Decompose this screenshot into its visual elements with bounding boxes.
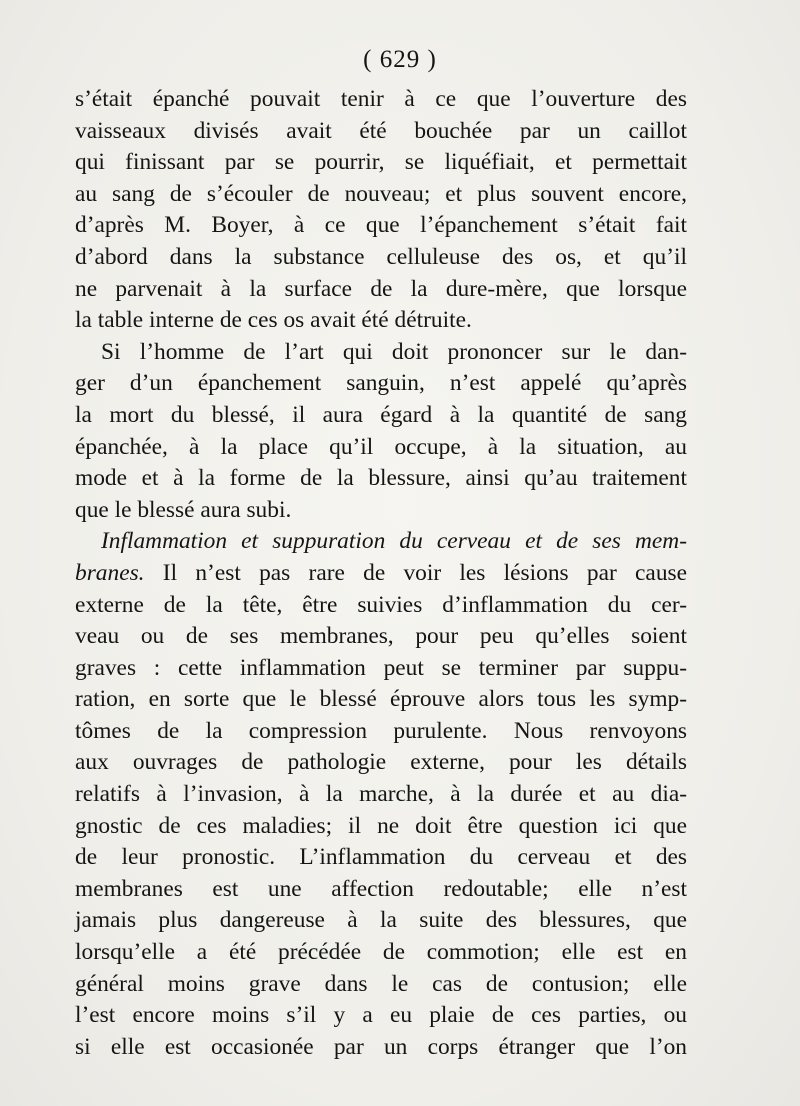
text-line: vaisseaux divisés avait été bouchée par un caillot	[75, 117, 687, 144]
text-line: Si l’homme de l’art qui doit prononcer sur le dan-	[101, 338, 687, 365]
text-line: ne parvenait à la surface de la dure-mère, que lorsque	[75, 275, 687, 302]
section-heading-end: branes.	[75, 559, 145, 586]
text-line: épanchée, à la place qu’il occupe, à la situation, au	[75, 433, 687, 460]
text-line: gnostic de ces maladies; il ne doit être question ici que	[75, 812, 687, 839]
text-line: que le blessé aura subi.	[75, 496, 292, 523]
text-line: d’après M. Boyer, à ce que l’épanchement s’était fait	[75, 212, 687, 239]
text-line: d’abord dans la substance celluleuse des os, et qu’il	[75, 243, 687, 270]
text-line: aux ouvrages de pathologie externe, pour les détails	[75, 749, 687, 776]
section-heading: Inflammation et suppuration du cerveau et de ses mem-	[101, 528, 687, 555]
text-line: si elle est occasionée par un corps étranger que l’on	[75, 1033, 687, 1060]
text-line: au sang de s’écouler de nouveau; et plus souvent encore,	[75, 180, 687, 207]
text-line-rest: Il n’est pas rare de voir les lésions par cause	[144, 559, 687, 586]
text-line: général moins grave dans le cas de contusion; elle	[75, 970, 687, 997]
text-line: lorsqu’elle a été précédée de commotion; elle est en	[75, 939, 687, 966]
text-line: qui finissant par se pourrir, se liquéfiait, et permettait	[75, 149, 687, 176]
text-line: la table interne de ces os avait été détruite.	[75, 307, 472, 334]
text-line: la mort du blessé, il aura égard à la quantité de sang	[75, 401, 687, 428]
text-line: veau ou de ses membranes, pour peu qu’elles soient	[75, 623, 687, 650]
body-text	[75, 84, 687, 1063]
text-line: ration, en sorte que le blessé éprouve alors tous les symp-	[75, 686, 687, 713]
text-line: jamais plus dangereuse à la suite des blessures, que	[75, 907, 687, 934]
text-line: de leur pronostic. L’inflammation du cerveau et des	[75, 844, 687, 871]
text-line: membranes est une affection redoutable; elle n’est	[75, 875, 687, 902]
text-line	[75, 558, 687, 590]
text-line: s’était épanché pouvait tenir à ce que l’ouverture des	[75, 86, 687, 112]
text-line: ger d’un épanchement sanguin, n’est appelé qu’après	[75, 370, 687, 397]
text-line: tômes de la compression purulente. Nous renvoyons	[75, 717, 687, 744]
text-line: graves : cette inflammation peut se terminer par suppu-	[75, 654, 687, 681]
text-line: relatifs à l’invasion, à la marche, à la durée et au dia-	[75, 781, 687, 808]
page-number: ( 629 )	[363, 46, 437, 73]
text-line: externe de la tête, être suivies d’inflammation du cer-	[75, 591, 687, 618]
text-line: mode et à la forme de la blessure, ainsi qu’au traitement	[75, 465, 687, 492]
text-line: l’est encore moins s’il y a eu plaie de ces parties, ou	[75, 1002, 687, 1029]
